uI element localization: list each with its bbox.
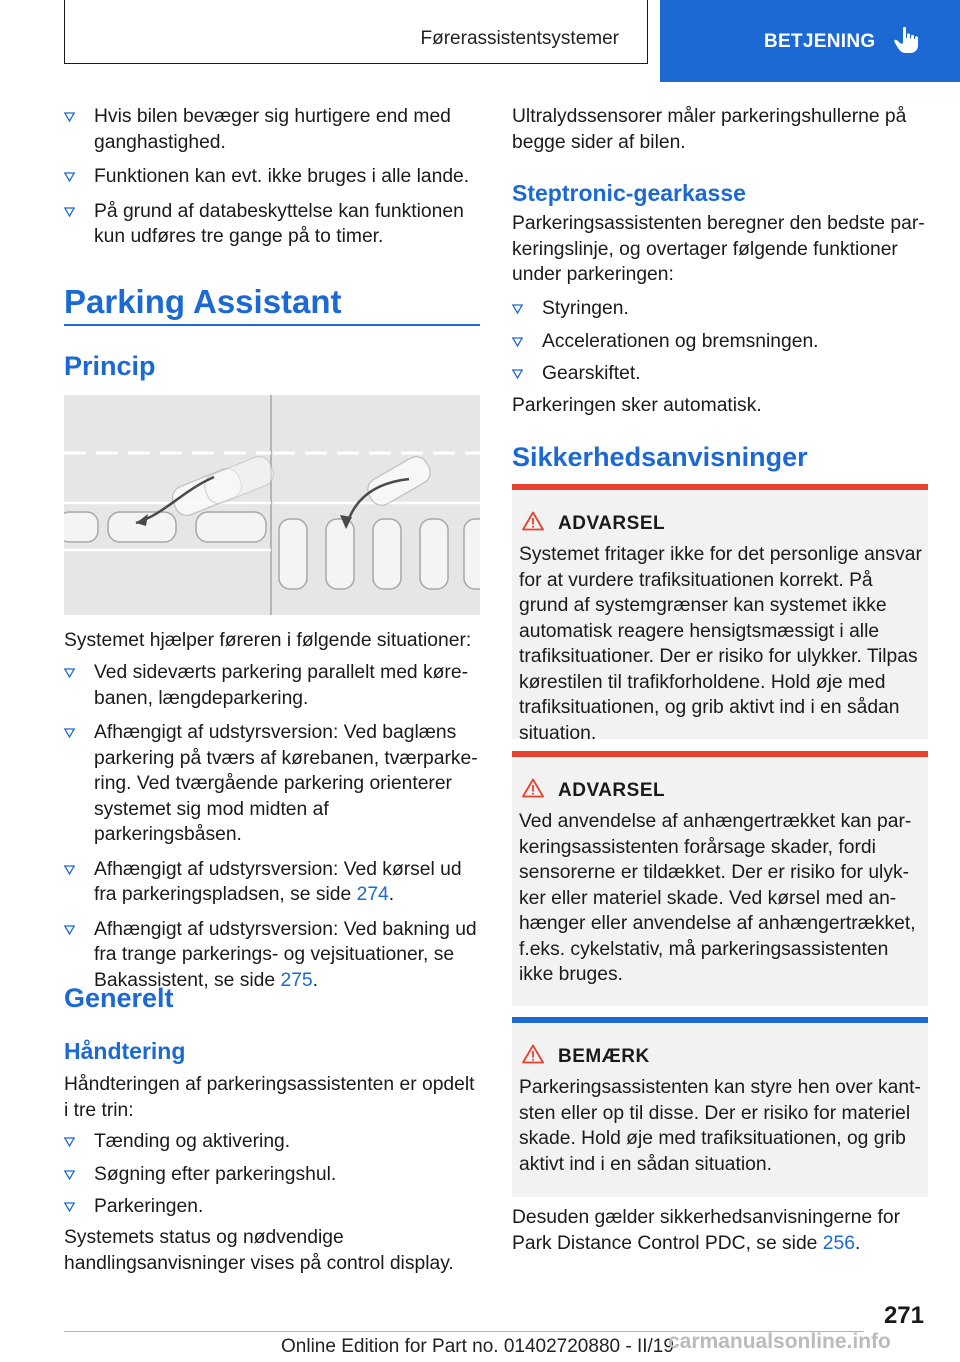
list-item: Afhængigt af udstyrsversion: Ved bakning ud fra trange parkerings- og vejsituationer, se Bakassistent, se side 275. xyxy=(64,917,480,994)
note-title: BEMÆRK xyxy=(558,1046,650,1067)
subheading-principle: Princip xyxy=(64,351,156,381)
situations-intro: Systemet hjælper føreren i følgende situationer: xyxy=(64,630,472,651)
section-heading-parking-assistant: Parking Assistant xyxy=(64,283,342,320)
page-number: 271 xyxy=(883,1302,924,1329)
triangle-bullet-icon xyxy=(64,1170,75,1180)
subheading-steptronic: Steptronic-gearkasse xyxy=(512,180,746,206)
list-item: Hvis bilen bevæger sig hurtigere end med ganghastighed. xyxy=(64,104,480,155)
situations-list xyxy=(64,660,480,993)
triangle-bullet-icon xyxy=(64,1137,75,1147)
list-item: Tænding og aktivering. xyxy=(64,1129,480,1155)
hand-pointer-icon xyxy=(892,25,922,55)
warning-bar xyxy=(512,484,928,490)
header-chapter-title: BETJENING xyxy=(764,31,876,52)
list-item: Afhængigt af udstyrsversion: Ved kørsel ud fra parkeringspladsen, se side 274. xyxy=(64,857,480,908)
header-chapter-tab xyxy=(660,0,960,82)
page-link-256[interactable]: 256 xyxy=(822,1232,855,1254)
note-box xyxy=(512,1017,928,1197)
list-item: På grund af databeskyttelse kan funktionen kun udføres tre gange på to timer. xyxy=(64,199,480,250)
triangle-bullet-icon xyxy=(64,1202,75,1212)
handling-intro: Håndteringen af parkeringsassistenten er opdelt i tre trin: xyxy=(64,1074,475,1121)
triangle-bullet-icon xyxy=(64,865,75,875)
triangle-bullet-icon xyxy=(512,369,523,379)
list-item: Ved sideværts parkering parallelt med kørebanen, længdeparkering. xyxy=(64,660,480,711)
ultrasound-text: Ultralydssensorer måler parkeringshullerne på begge sider af bilen. xyxy=(512,106,907,153)
page-link-275[interactable]: 275 xyxy=(280,969,313,991)
warning-box xyxy=(512,751,928,1006)
warning-triangle-icon xyxy=(522,1044,544,1064)
automatic-text: Parkeringen sker automatisk. xyxy=(512,395,762,416)
list-item: Søgning efter parkeringshul. xyxy=(64,1162,480,1188)
list-item: Funktionen kan evt. ikke bruges i alle lande. xyxy=(64,164,480,190)
warning-title: ADVARSEL xyxy=(558,780,666,801)
subheading-general: Generelt xyxy=(64,983,174,1013)
warning-text: Ved anvendelse af anhængertrækket kan parkeringsassistenten forårsage skader, fordi sensorerne er tildækket. Der er risiko for ulykker eller materiel skade. Ved kørsel med anhænger eller anvendelse af anhængertrækket, f.eks. cykelstativ, må parkeringsassistenten ikke bruges. xyxy=(519,811,916,985)
warning-box xyxy=(512,484,928,744)
note-bar xyxy=(512,1017,928,1023)
warning-triangle-icon xyxy=(522,778,544,798)
warning-bar xyxy=(512,751,928,757)
list-item: Afhængigt af udstyrsversion: Ved baglæns parkering på tværs af kørebanen, tværparkering. Ved tværgående parkering orienterer systemet sig mod midten af parkeringsbåsen. xyxy=(64,720,480,848)
watermark: carmanualsonline.info xyxy=(668,1330,891,1353)
triangle-bullet-icon xyxy=(64,925,75,935)
list-item: Styringen. xyxy=(512,296,928,322)
list-item: Parkeringen. xyxy=(64,1194,480,1220)
header-section-tab xyxy=(64,0,648,64)
triangle-bullet-icon xyxy=(64,668,75,678)
steptronic-list xyxy=(512,296,928,387)
triangle-bullet-icon xyxy=(512,304,523,314)
header-section-title: Førerassistentsystemer xyxy=(420,28,619,49)
footer-edition: Online Edition for Part no. 01402720880 - II/19 xyxy=(281,1336,674,1357)
note-text: Parkeringsassistenten kan styre hen over kantsten eller op til disse. Der er risiko for materiel skade. Hold øje med trafiksituationen, og grib aktivt ind i en sådan situation. xyxy=(519,1077,921,1175)
heading-rule xyxy=(64,324,480,326)
warning-text: Systemet fritager ikke for det personlige ansvar for at vurdere trafiksituationen korrekt. På grund af systemgrænser kan systemet ikke automatisk reagere hensigtsmæssigt i alle trafiksituationer. Der er risiko for ulykker. Tilpas kørestilen til trafikforholdene. Hold øje med trafiksituationen, og grib aktivt ind i en sådan situation. xyxy=(519,544,922,744)
steptronic-text: Parkeringsassistenten beregner den bedste parkeringslinje, og overtager følgende funktioner under parkeringen: xyxy=(512,213,925,285)
triangle-bullet-icon xyxy=(64,207,75,217)
list-item: Accelerationen og bremsningen. xyxy=(512,329,928,355)
warning-title: ADVARSEL xyxy=(558,513,666,534)
triangle-bullet-icon xyxy=(512,337,523,347)
status-text: Systemets status og nødvendige handlingsanvisninger vises på control display. xyxy=(64,1227,454,1274)
list-item: Gearskiftet. xyxy=(512,361,928,387)
handling-steps-list xyxy=(64,1129,480,1220)
subheading-safety: Sikkerhedsanvisninger xyxy=(512,442,808,472)
parking-illustration xyxy=(64,395,480,615)
triangle-bullet-icon xyxy=(64,728,75,738)
warning-triangle-icon xyxy=(522,511,544,531)
triangle-bullet-icon xyxy=(64,172,75,182)
subheading-handling: Håndtering xyxy=(64,1038,186,1064)
page-link-274[interactable]: 274 xyxy=(356,884,389,905)
parked-car xyxy=(64,512,266,542)
pdc-text: Desuden gælder sikkerhedsanvisningerne for Park Distance Control PDC, se side 256. xyxy=(512,1207,900,1254)
triangle-bullet-icon xyxy=(64,112,75,122)
intro-bullet-list xyxy=(64,104,480,250)
